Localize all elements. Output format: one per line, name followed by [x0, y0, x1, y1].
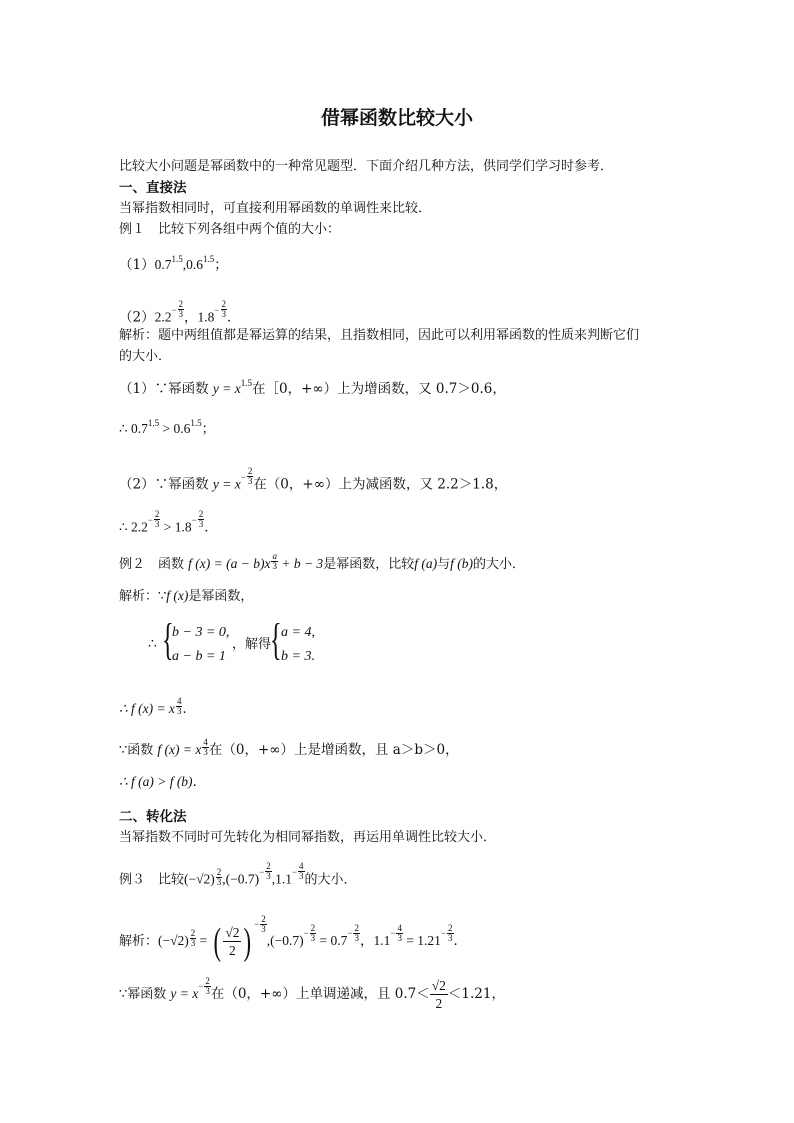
intro-text: 比较大小问题是幂函数中的一种常见题型．下面介绍几种方法，供同学们学习时参考． [119, 159, 614, 174]
section1-desc: 当幂指数相同时，可直接利用幂函数的单调性来比较． [119, 201, 432, 216]
example1-label: 例１ 比较下列各组中两个值的大小： [119, 222, 341, 237]
solution1-line1: 解析：题中两组值都是幂运算的结果，且指数相同，因此可以利用幂函数的性质来判断它们 [119, 328, 640, 343]
example1-q1: $(1)0.7^{1.5},0.6^{1.5}$； [119, 254, 228, 273]
example3-solution: 解析：(−√2) $\frac{2}{3}$ = ( $\frac{√2}{2}$ ) − $\frac{2}{3}$ ,(−0.7) − $\frac{2}{3}$ = 0.7 − $\frac{2}{3}$ ，1.1 − $\frac{4}{3}$ = 1.21 − $\frac{2}{3}$ ． [119, 913, 468, 963]
solution1-line2: 的大小． [119, 349, 172, 364]
example2-solution-intro: 解析：∵f (x)是幂函数， [119, 588, 254, 604]
page-title: 借幂函数比较大小 [320, 107, 473, 129]
document-page: 借幂函数比较大小 比较大小问题是幂函数中的一种常见题型．下面介绍几种方法，供同学们学习时参考． 一、直接法 当幂指数相同时，可直接利用幂函数的单调性来比较． 例１ 比较下列各组中两个值的大小： $(1)0.7^{1.5},0.6^{1.5}$； （2）2.2 − $\frac{2}{3}$ ，1.8 − $\frac{2}{3}$ ． 解析：题中两组值都是幂运算的结果，且指数相同，因此可以利用幂函数的性质来判断它们 的大小． （1）∵幂函数 $y = x^{1.5}$在［0，+∞）上为增函数，又 0.7＞0.6， ∴ $0.7^{1.5} > 0.6^{1.5}$； （2）∵幂函数 y = x − $\frac{2}{3}$ 在（0，+∞）上为减函数，又 2.2＞1.8， ∴ 2.2 − $\frac{2}{3}$ > 1.8 − $\frac{2}{3}$ ． 例２ 函数 f (x) = (a − b)x $\frac{a}{3}$ + b − 3是幂函数，比较f (a)与f (b)的大小． 解析：∵f (x)是幂函数， ∴ { b − 3 = 0, a − b = 1 ，解得 { a = 4, b = 3. ∴ f (x) = x $\frac{4}{3}$ ． ∵函数 f (x) = x $\frac{4}{3}$ 在（0，+∞）上是增函数，且 a＞b＞0， ∴ f (a) > f (b)． 二、转化法 当幂指数不同时可先转化为相同幂指数，再运用单调性比较大小． 例３ 比较(−√2) $\frac{2}{3}$ ,(−0.7) − $\frac{2}{3}$ ,1.1 − $\frac{4}{3}$ 的大小． 解析：(−√2) $\frac{2}{3}$ = ( $\frac{√2}{2}$ ) − $\frac{2}{3}$ ,(−0.7) − $\frac{2}{3}$ = 0.7 − $\frac{2}{3}$ ，1.1 − $\frac{4}{3}$ = 1.21 − $\frac{2}{3}$ ． ∵幂函数 y = x − $\frac{2}{3}$ 在（0，+∞）上单调递减，且 0.7＜ $\frac{√2}{2}$ ＜1.21， [0, 0, 794, 1123]
section1-heading: 一、直接法 [119, 180, 187, 196]
solution1-part2-conclusion: ∴ 2.2 − $\frac{2}{3}$ > 1.8 − $\frac{2}{3}$ ． [119, 509, 218, 536]
solution1-part2: （2）∵幂函数 y = x − $\frac{2}{3}$ 在（0，+∞）上为减函数，又 2.2＞1.8， [119, 466, 508, 493]
example2-conclusion2: ∵函数 f (x) = x $\frac{4}{3}$ 在（0，+∞）上是增函数，且 a＞b＞0， [119, 737, 459, 758]
example1-q2: （2）2.2 − $\frac{2}{3}$ ，1.8 − $\frac{2}{3}$ ． [119, 299, 241, 326]
example2-conclusion1: ∴ f (x) = x $\frac{4}{3}$ ． [119, 696, 196, 717]
example3-statement: 例３ 比较(−√2) $\frac{2}{3}$ ,(−0.7) − $\frac{2}{3}$ ,1.1 − $\frac{4}{3}$ 的大小． [119, 861, 357, 888]
solution1-part1: （1）∵幂函数 $y = x^{1.5}$在［0，+∞）上为增函数，又 0.7＞0.6， [119, 378, 506, 397]
example2-conclusion3: ∴ f (a) > f (b)． [119, 774, 207, 790]
example2-statement: 例２ 函数 f (x) = (a − b)x $\frac{a}{3}$ + b − 3是幂函数，比较f (a)与f (b)的大小． [119, 551, 525, 572]
example3-conclusion: ∵幂函数 y = x − $\frac{2}{3}$ 在（0，+∞）上单调递减，且 0.7＜ $\frac{√2}{2}$ ＜1.21， [119, 975, 505, 1011]
section2-heading: 二、转化法 [119, 809, 187, 825]
solution1-part1-conclusion: ∴ $0.7^{1.5} > 0.6^{1.5}$； [119, 418, 216, 437]
section2-desc: 当幂指数不同时可先转化为相同幂指数，再运用单调性比较大小． [119, 830, 497, 845]
